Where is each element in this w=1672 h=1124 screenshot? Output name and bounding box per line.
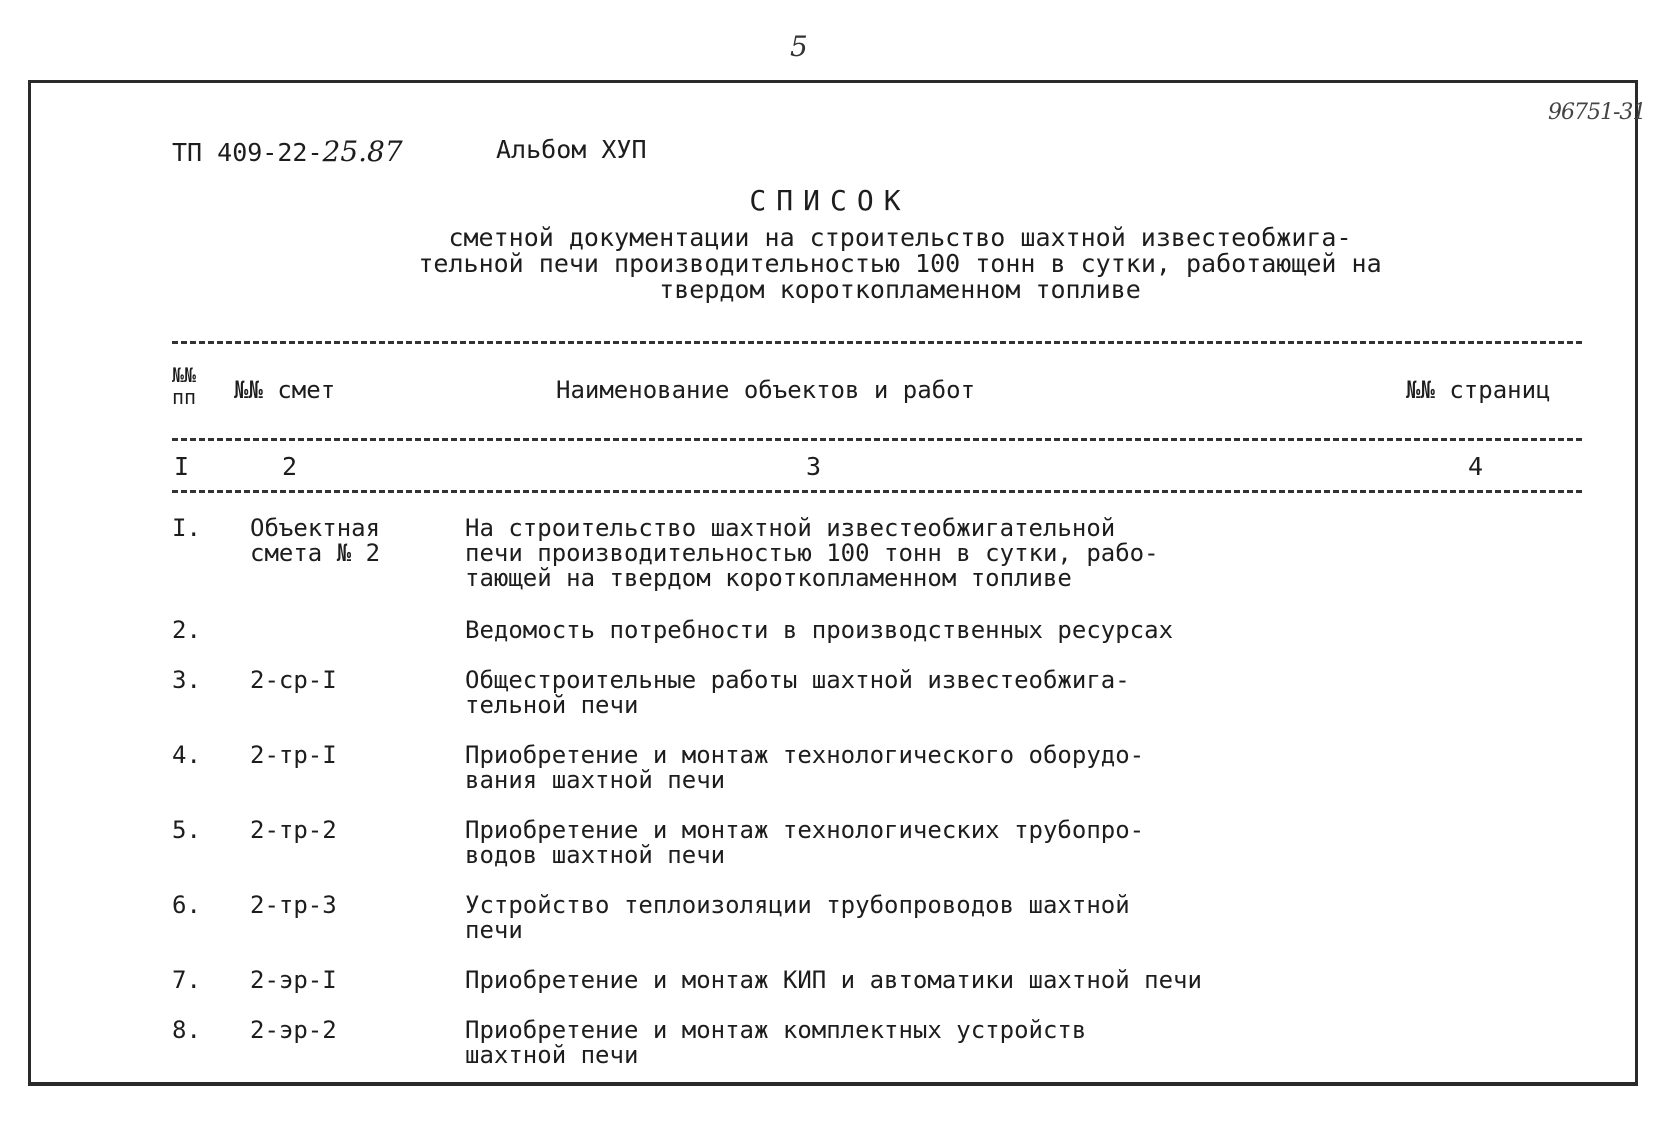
subtitle-line: твердом короткопламенном топливе [659,275,1141,304]
row-name-line: водов шахтной печи [465,841,726,869]
header-object-name: Наименование объектов и работ [556,376,976,404]
row-name-line: печи [465,916,523,944]
column-number-rule [172,490,1582,493]
row-number: 4. [172,741,201,769]
row-number: 7. [172,966,201,994]
row-estimate-code: 2-ср-I [250,666,337,694]
row-name-line: Ведомость потребности в производственных ресурсах [465,616,1174,644]
header-page-number: №№ страниц [1406,376,1551,404]
row-name-line: Приобретение и монтаж технологических трубопро- [465,816,1145,844]
row-estimate-code: 2-тр-I [250,741,337,769]
archive-stamp: 96751-31 [1548,100,1646,125]
header-estimate-number: №№ смет [234,376,336,404]
row-number: I. [172,514,201,542]
row-name-line: шахтной печи [465,1041,639,1069]
row-name [465,1018,1225,1068]
subtitle-line: тельной печи производительностью 100 тонн в сутки, работающей на [418,249,1382,278]
row-name [465,968,1225,993]
row-estimate-code: 2-эр-2 [250,1016,337,1044]
column-number: I [174,452,190,481]
column-number: 4 [1468,452,1484,481]
row-name-line: Общестроительные работы шахтной известеобжига- [465,666,1130,694]
row-number: 2. [172,616,201,644]
document-code-handwritten: 25.87 [322,135,403,168]
row-name-line: Приобретение и монтаж КИП и автоматики шахтной печи [465,966,1202,994]
row-name-line: печи производительностью 100 тонн в сутки, рабо- [465,539,1159,567]
header-row-number: №№ пп [172,363,197,409]
row-estimate-code: 2-эр-I [250,966,337,994]
document-code-printed: ТП 409-22- [172,138,323,167]
row-name [465,893,1225,943]
row-name [465,668,1225,718]
table-top-rule [172,341,1582,344]
row-name [465,818,1225,868]
page-number: 5 [790,30,808,63]
row-number: 5. [172,816,201,844]
row-name-line: тельной печи [465,691,639,719]
row-name [465,516,1225,591]
row-name-line: тающей на твердом короткопламенном топливе [465,564,1072,592]
row-name [465,743,1225,793]
row-number: 6. [172,891,201,919]
row-name-line: Устройство теплоизоляции трубопроводов шахтной [465,891,1130,919]
row-estimate-code: 2-тр-2 [250,816,337,844]
album-label: Альбом ХУП [496,135,647,164]
column-number: 2 [282,452,298,481]
row-estimate-code: 2-тр-3 [250,891,337,919]
document-title: СПИСОК [749,184,911,217]
row-name-line: Приобретение и монтаж комплектных устройств [465,1016,1087,1044]
row-number: 8. [172,1016,201,1044]
document-subtitle [380,225,1420,303]
row-number: 3. [172,666,201,694]
row-name-line: вания шахтной печи [465,766,726,794]
header-bottom-rule [172,438,1582,441]
row-name-line: На строительство шахтной известеобжигательной [465,514,1116,542]
row-name-line: Приобретение и монтаж технологического оборудо- [465,741,1145,769]
row-name [465,618,1225,643]
row-estimate-code: Объектная смета № 2 [250,514,381,567]
subtitle-line: сметной документации на строительство шахтной известеобжига- [448,223,1352,252]
document-code [172,135,403,168]
column-number: 3 [806,452,822,481]
